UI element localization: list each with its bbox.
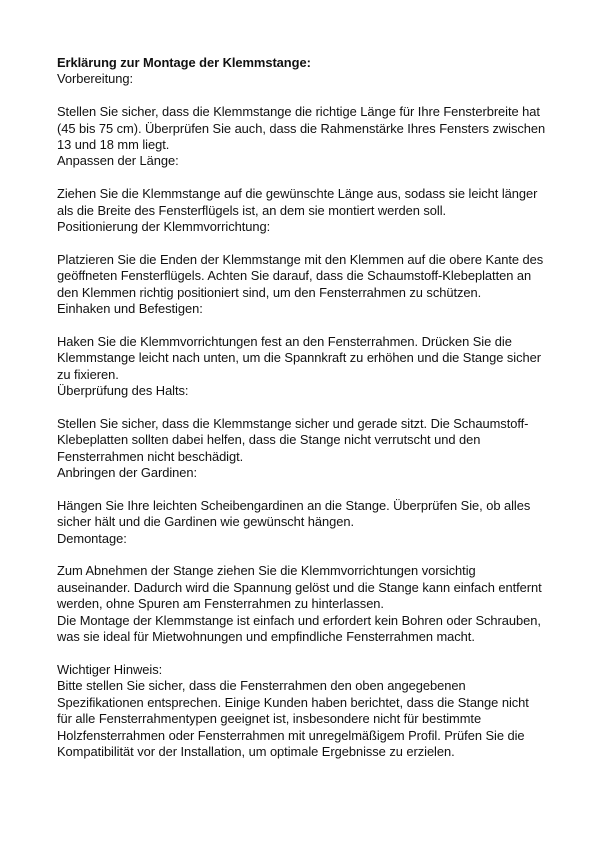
section-heading-laenge: Anpassen der Länge: xyxy=(57,153,179,169)
section-heading-gardinen: Anbringen der Gardinen: xyxy=(57,465,198,481)
note-body: Bitte stellen Sie sicher, dass die Fensterrahmen den oben angegebenen Spezifikationen entsprechen. Einige Kunden haben berichtet, dass die Stange nicht für alle Fensterrahmentypen geeignet ist, insbesondere nicht für bestimmte Holzfensterrahmen oder Fensterrahmen mit unregelmäßigem Profil. Prüfen Sie die Kompatibilität vor der Installation, um optimale Ergebnisse zu erzielen. xyxy=(57,678,529,759)
section-heading-halt: Überprüfung des Halts: xyxy=(57,383,189,399)
paragraph-gap xyxy=(57,317,547,333)
section-body-halt: Stellen Sie sicher, dass die Klemmstange sicher und gerade sitzt. Die Schaumstoff-Klebeplatten sollten dabei helfen, dass die Stange nicht verrutscht und den Fensterrahmen nicht beschädigt. xyxy=(57,415,529,464)
paragraph-gap xyxy=(57,88,547,104)
closing-paragraph: Die Montage der Klemmstange ist einfach und erfordert kein Bohren oder Schrauben, was sie ideal für Mietwohnungen und empfindliche Fensterrahmen macht. xyxy=(57,612,541,645)
paragraph-gap xyxy=(57,481,547,497)
section-heading-positionierung: Positionierung der Klemmvorrichtung: xyxy=(57,219,271,235)
section-heading-einhaken: Einhaken und Befestigen: xyxy=(57,301,203,317)
section-body-demontage: Zum Abnehmen der Stange ziehen Sie die Klemmvorrichtungen vorsichtig auseinander. Dadurch wird die Spannung gelöst und die Stange kann einfach entfernt werden, ohne Spuren am Fensterrahmen zu hinterlassen. xyxy=(57,563,542,612)
section-body-positionierung: Platzieren Sie die Enden der Klemmstange mit den Klemmen auf die obere Kante des geöffneten Fensterflügels. Achten Sie darauf, dass die Schaumstoff-Klebeplatten an den Klemmen richtig positioniert sind, um den Fensterrahmen zu schützen. xyxy=(57,251,544,300)
section-heading-demontage: Demontage: xyxy=(57,530,127,546)
document-title: Erklärung zur Montage der Klemmstange: xyxy=(57,55,311,70)
section-heading-vorbereitung: Vorbereitung: xyxy=(57,71,134,87)
paragraph-gap xyxy=(57,646,547,662)
paragraph-gap xyxy=(57,235,547,251)
paragraph-gap xyxy=(57,170,547,186)
section-body-vorbereitung: Stellen Sie sicher, dass die Klemmstange die richtige Länge für Ihre Fensterbreite hat (45 bis 75 cm). Überprüfen Sie auch, dass die Rahmenstärke Ihres Fensters zwischen 13 und 18 mm liegt. xyxy=(57,104,546,153)
document-page xyxy=(57,55,547,760)
section-body-einhaken: Haken Sie die Klemmvorrichtungen fest an den Fensterrahmen. Drücken Sie die Klemmstange leicht nach unten, um die Spannkraft zu erhöhen und die Stange sicher zu fixieren. xyxy=(57,333,541,382)
section-body-laenge: Ziehen Sie die Klemmstange auf die gewünschte Länge aus, sodass sie leicht länger als die Breite des Fensterflügels ist, an dem sie montiert werden soll. xyxy=(57,186,538,218)
note-heading: Wichtiger Hinweis: xyxy=(57,661,163,677)
paragraph-gap xyxy=(57,547,547,563)
paragraph-gap xyxy=(57,399,547,415)
section-body-gardinen: Hängen Sie Ihre leichten Scheibengardinen an die Stange. Überprüfen Sie, ob alles sicher hält und die Gardinen wie gewünscht hängen. xyxy=(57,497,531,530)
